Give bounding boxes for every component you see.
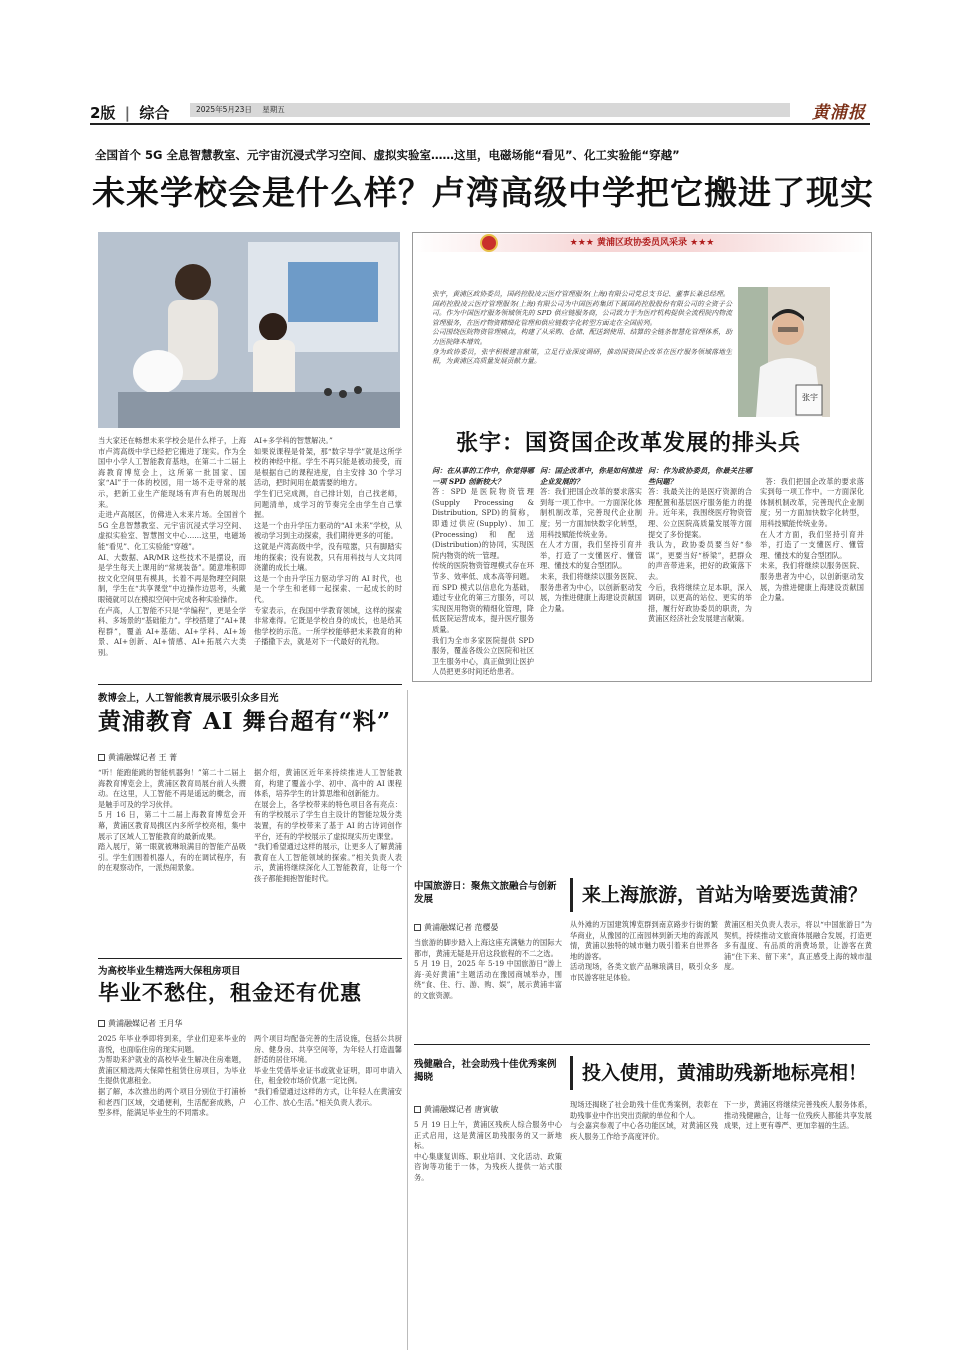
assist-headline: 投入使用，黄浦助残新地标亮相！	[582, 1062, 868, 1084]
travel-column-1: 当旅游的脚步踏入上海这座充满魅力的国际大都市，黄浦无疑是开启这段旅程的不二之选。 5 月 19 日，2025 年 5·19 中国旅游日“游上海·美好黄浦”主题活动在豫园商城举办，围绕“食、住、行、游、购、娱”，展示黄浦丰富的文旅资源。	[414, 938, 562, 1000]
portrait-name-card: 张宇	[802, 393, 818, 402]
lead-column-1: 当大家还在畅想未来学校会是什么样子，上海市卢湾高级中学已经把它搬进了现实。作为全国中小学人工智能教育基地，在第二十二届上海教育博览会上，这所第一批国家、国家“AI”于一体的校园，用一场不走寻常的展示，把新工业生产能现场有声有色的展现出来。 走进卢高展区，仿佛进入未来片场。全国首个 5G 全息智慧教室、元宇宙沉浸式学习空间、虚拟实验室、智慧图文中心……这里，电磁场能“看见”、化工实验能“穿越”。 AI、大数据、AR/MR 这些技术不是摆设，而是学生每天上课用的“常规装备”。随意堆积即按文化空间里有模具，长着不再是物理空间限制，学生在“共享课堂”中边操作边思考，头戴眼镜就可以在模拟空间中完成各种实验操作。 在卢高，人工智能不只是“学编程”，更是全学科、多场景的“基础能力”。学校搭建了“AI+课程群”，覆盖 AI+基础、AI+学科、AI+场景、AI+创新、AI+情感、AI+拓展六大类别。	[98, 436, 246, 657]
profile-question-3: 问：作为政协委员，你最关注哪些问题？	[648, 466, 752, 486]
rent-top-rule	[98, 958, 402, 959]
ai-byline	[98, 752, 298, 763]
emblem-icon	[480, 234, 498, 252]
assist-column-2: 现场还揭晓了社会助残十佳优秀案例，表彰在助残事业中作出突出贡献的单位和个人。 与会嘉宾参观了中心各功能区域，对黄浦区残疾人服务工作给予高度评价。	[570, 1100, 718, 1141]
lead-kicker: 全国首个 5G 全息智慧教室、元宇宙沉浸式学习空间、虚拟实验室……这里，电磁场能“看见”、化工实验能“穿越”	[95, 148, 680, 162]
profile-question-1: 问：在从事的工作中，你觉得哪一项 SPD 创新较大？	[432, 466, 534, 486]
page-label: 2版 | 综合	[90, 104, 170, 122]
rent-kicker: 为高校毕业生精选两大保租房项目	[98, 966, 241, 977]
travel-byline-text: 黄浦融媒记者 范樱晏	[424, 923, 499, 932]
travel-kicker: 中国旅游日：聚焦文旅融合与创新发展	[414, 881, 557, 905]
ai-column-1: “听！能跑能跳的智能机器狗！”第二十二届上海教育博览会上，黄浦区教育局展台前人头攒动。在这里，人工智能不再是遥远的概念，而是触手可及的学习伙伴。 5 月 16 日，第二十二届上海教育博览会开幕，黄浦区教育局携区内多所学校亮相，集中展示了区域人工智能教育的最新成果。 踏入展厅，第一眼就被琳琅满目的智能产品吸引。学生们围着机器人，有的在调试程序，有的在观察动作，一派热闹景象。	[98, 768, 246, 873]
rent-byline	[98, 1018, 298, 1029]
rent-byline-text: 黄浦融媒记者 王月华	[108, 1019, 183, 1028]
profile-answer-3: 答：我最关注的是医疗资源的合理配置和基层医疗服务能力的提升。近年来，我围绕医疗物资管理、公立医院高质量发展等方面提交了多份提案。 我认为，政协委员要当好“参谋”，更要当好“桥梁”，把群众的声音带进来，把好的政策落下去。 今后，我将继续立足本职，深入调研，以更高的站位、更实的举措，履行好政协委员的职责，为黄浦区经济社会发展建言献策。	[648, 487, 752, 624]
ai-top-rule	[98, 684, 402, 685]
travel-column-3: 黄浦区相关负责人表示，将以“中国旅游日”为契机，持续推动文旅商体展融合发展，打造更多有温度、有品质的消费场景，让游客在黄浦“住下来、留下来”，真正感受上海的城市温度。	[724, 920, 872, 972]
profile-banner-text: ★★★ 黄浦区政协委员风采录 ★★★	[569, 238, 715, 248]
assist-column-1: 5 月 19 日上午，黄浦区残疾人综合服务中心正式启用，这是黄浦区助残服务的又一新地标。 中心集康复训练、职业培训、文化活动、政策咨询等功能于一体，为残疾人提供一站式服务。	[414, 1120, 562, 1182]
profile-q1	[432, 466, 534, 678]
travel-column-2: 从外滩的万国建筑博览群到南京路步行街的繁华商业，从豫园的江南园林到新天地的海派风情，黄浦以独特的城市魅力吸引着来自世界各地的游客。 活动现场，各类文旅产品琳琅满目，吸引众多市民游客驻足体验。	[570, 920, 718, 982]
profile-answer-1: 答：SPD 是医院物资管理(Supply Processing & Distribution, SPD)的简称，即通过供应(Supply)、加工(Processing)和配送(Distribution)的协同，实现医院内物资的统一管理。 传统的医院物资管理模式存在环节多、效率低、成本高等问题。而 SPD 模式以信息化为基础，通过专业化的第三方服务，可以实现医用物资的精细化管理，降低医院运营成本，提升医疗服务质量。 我们为全市多家医院提供 SPD 服务，覆盖各级公立医院和社区卫生服务中心，真正做到让医护人员把更多时间还给患者。	[432, 487, 534, 677]
ai-headline: 黄浦教育 AI 舞台超有“料”	[98, 708, 392, 735]
byline-square-icon	[98, 1020, 105, 1027]
date-strip	[190, 103, 790, 117]
column-divider	[407, 690, 408, 1350]
lead-photo	[98, 232, 400, 428]
paper-logo	[812, 98, 866, 123]
ai-byline-text: 黄浦融媒记者 王 菁	[108, 753, 178, 762]
assist-kicker: 残健融合，社会助残十佳优秀案例揭晓	[414, 1059, 557, 1083]
profile-portrait	[738, 287, 830, 417]
page-number: 2版	[90, 104, 116, 122]
paper-name: 黄浦报	[812, 103, 866, 123]
byline-square-icon	[98, 754, 105, 761]
assist-byline-text: 黄浦融媒记者 唐寅敏	[424, 1105, 499, 1114]
profile-column-4	[760, 466, 864, 678]
profile-intro: 张宇，黄浦区政协委员，国药控股凌云医疗管理服务(上海)有限公司党总支书记、董事长兼总经理。 国药控股凌云医疗管理服务(上海)有限公司为中国医药集团下属国药控股股份有限公司的全资子公司。作为中国医疗服务领域领先的 SPD 供应链服务商，公司致力于为医疗机构提供全流程院内物流管理服务，在医疗物资精细化管理和供应链数字化转型方面走在全国前列。 公司围绕医院物资管理痛点，构建了从采购、仓储、配送到使用、结算的全链条智慧化管理体系，助力医院降本增效。 身为政协委员，张宇积极建言献策，立足行业深度调研，推动国资国企改革在医疗服务领域落地生根，为黄浦区高质量发展贡献力量。	[432, 290, 732, 366]
rent-headline: 毕业不愁住，租金还有优惠	[98, 980, 362, 1005]
rent-column-2: 两个项目均配备完善的生活设施，包括公共厨房、健身房、共享空间等，为年轻人打造温馨舒适的居住环境。 毕业生凭借毕业证书或就业证明，即可申请入住，租金较市场价优惠一定比例。 “我们希望通过这样的方式，让年轻人在黄浦安心工作、放心生活。”相关负责人表示。	[254, 1034, 402, 1107]
profile-q2	[540, 466, 642, 678]
masthead-rule	[90, 123, 870, 125]
byline-square-icon	[414, 924, 421, 931]
profile-answer-2: 答：我们把国企改革的要求落实到每一项工作中。一方面深化体制机制改革，完善现代企业制度；另一方面加快数字化转型，用科技赋能传统业务。 在人才方面，我们坚持引育并举，打造了一支懂医疗、懂管理、懂技术的复合型团队。 未来，我们将继续以服务医院、服务患者为中心，以创新驱动发展，为推进健康上海建设贡献国企力量。	[540, 487, 642, 613]
ai-kicker: 教博会上，人工智能教育展示吸引众多目光	[98, 693, 279, 704]
travel-headline: 来上海旅游，首站为啥要选黄浦？	[582, 884, 868, 906]
ai-column-2: 据介绍，黄浦区近年来持续推进人工智能教育，构建了覆盖小学、初中、高中的 AI 课程体系，培养学生的计算思维和创新能力。 在展会上，各学校带来的特色项目各有亮点：有的学校展示了学生自主设计的智能垃圾分类装置，有的学校带来了基于 AI 的古诗词创作平台，还有的学校展示了虚拟现实历史课堂。 “我们希望通过这样的展示，让更多人了解黄浦教育在人工智能领域的探索。”相关负责人表示，黄浦将继续深化人工智能教育，让每一个孩子都能拥抱智能时代。	[254, 768, 402, 883]
profile-q3	[648, 466, 752, 678]
assist-top-rule	[414, 1044, 870, 1045]
section-name: 综合	[139, 104, 170, 122]
profile-question-2: 问：国企改革中，你是如何推进企业发展的？	[540, 466, 642, 486]
lead-column-2: AI+多学科的智慧解决。” 如果说课程是骨架，那“数字导学”就是这所学校的神经中枢。学生不再只能是被动接受，而是根据自己的课程进度，自主安排 30 个学习活动，把时间用在最需要的地方。 学生们已完成测，自己排计划，自己找老师，问题清单，成学习的节奏完全由学生自己掌握。 这是一个由升学压力驱动的“AI 未来”学校，从被动学习到主动探索，我们期待更多的可能。 这就是卢湾高级中学，没有喧嚣，只有脚踏实地的探索；没有说教，只有用科技与人文共同浇灌的成长土壤。 这是一个由升学压力驱动学习的 AI 时代，也是一个学生和老师一起探索、一起成长的时代。 专家表示，在我国中学教育领域，这样的探索非常难得。它既是学校自身的成长，也是给其他学校的示范。一所学校能够把未来教育的种子播撒下去，就是对下一代最好的礼物。	[254, 436, 402, 647]
rent-column-1: 2025 年毕业季即将到来，学业们迎来毕业的喜悦，也面临住房的现实问题。 为帮助来沪就业的高校毕业生解决住房难题，黄浦区精选两大保障性租赁住房项目，为毕业生提供优惠租金。 据了解，本次推出的两个项目分别位于打浦桥和老西门区域，交通便利，生活配套成熟，户型多样，能满足毕业生的不同需求。	[98, 1034, 246, 1118]
profile-headline: 张宇：国资国企改革发展的排头兵	[456, 430, 802, 456]
byline-square-icon	[414, 1106, 421, 1113]
issue-date: 2025年5月23日	[196, 105, 252, 114]
lead-headline: 未来学校会是什么样？卢湾高级中学把它搬进了现实	[92, 173, 874, 212]
issue-weekday: 星期五	[262, 105, 285, 114]
assist-column-3: 下一步，黄浦区将继续完善残疾人服务体系，推动残健融合，让每一位残疾人都能共享发展成果，过上更有尊严、更加幸福的生活。	[724, 1100, 872, 1131]
profile-answer-3-cont: 答：我们把国企改革的要求落实到每一项工作中。一方面深化体制机制改革，完善现代企业制度；另一方面加快数字化转型，用科技赋能传统业务。 在人才方面，我们坚持引育并举，打造了一支懂医疗、懂管理、懂技术的复合型团队。 未来，我们将继续以服务医院、服务患者为中心，以创新驱动发展，为推进健康上海建设贡献国企力量。	[760, 476, 864, 603]
